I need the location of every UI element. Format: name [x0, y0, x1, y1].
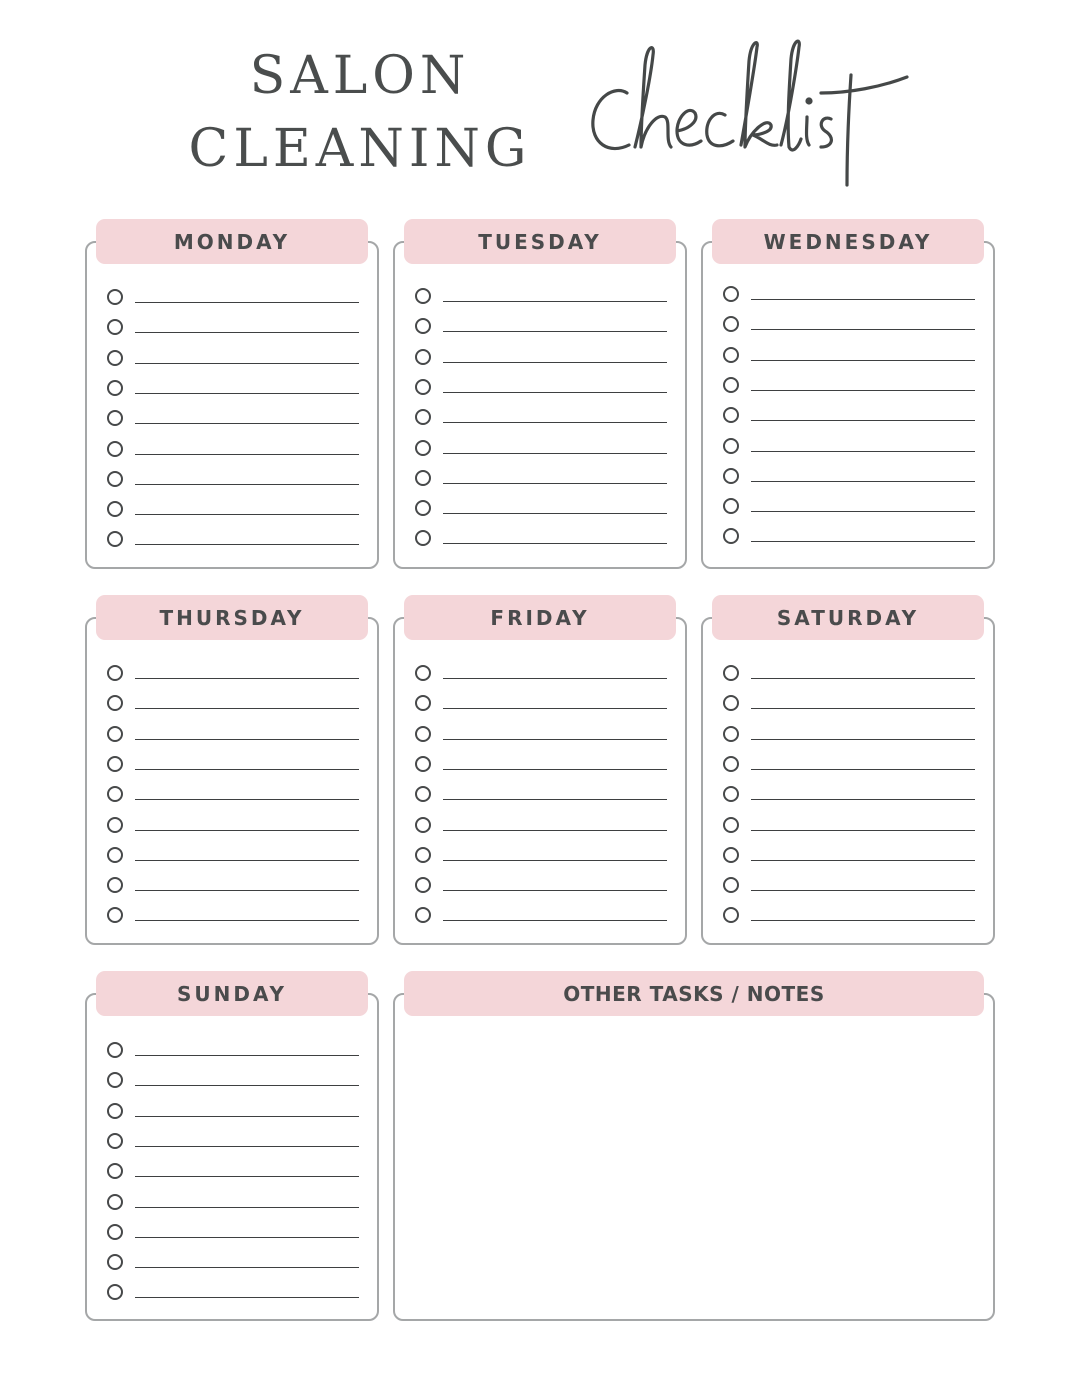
- checkbox-circle-icon[interactable]: [107, 1133, 123, 1149]
- checkbox-circle-icon[interactable]: [107, 441, 123, 457]
- checkbox-circle-icon[interactable]: [415, 665, 431, 681]
- write-in-line[interactable]: [443, 830, 667, 831]
- task-row[interactable]: [107, 1284, 359, 1314]
- task-row[interactable]: [415, 907, 667, 937]
- write-in-line[interactable]: [751, 769, 975, 770]
- write-in-line[interactable]: [135, 1055, 359, 1056]
- task-row[interactable]: [415, 288, 667, 318]
- checkbox-circle-icon[interactable]: [107, 877, 123, 893]
- write-in-line[interactable]: [751, 511, 975, 512]
- task-row[interactable]: [107, 695, 359, 725]
- checkbox-circle-icon[interactable]: [107, 786, 123, 802]
- task-row[interactable]: [723, 347, 975, 377]
- task-row[interactable]: [107, 501, 359, 531]
- checkbox-circle-icon[interactable]: [723, 756, 739, 772]
- checkbox-circle-icon[interactable]: [415, 877, 431, 893]
- task-row[interactable]: [415, 695, 667, 725]
- task-row[interactable]: [723, 695, 975, 725]
- checkbox-circle-icon[interactable]: [107, 501, 123, 517]
- checkbox-circle-icon[interactable]: [415, 847, 431, 863]
- task-row[interactable]: [107, 1042, 359, 1072]
- task-row[interactable]: [107, 1072, 359, 1102]
- task-row[interactable]: [107, 786, 359, 816]
- checkbox-circle-icon[interactable]: [723, 316, 739, 332]
- task-row[interactable]: [107, 1103, 359, 1133]
- checkbox-circle-icon[interactable]: [107, 1254, 123, 1270]
- checkbox-circle-icon[interactable]: [415, 349, 431, 365]
- checkbox-circle-icon[interactable]: [415, 500, 431, 516]
- write-in-line[interactable]: [135, 769, 359, 770]
- write-in-line[interactable]: [135, 454, 359, 455]
- day-card-saturday: [701, 595, 995, 945]
- task-row[interactable]: [723, 726, 975, 756]
- write-in-line[interactable]: [751, 890, 975, 891]
- write-in-line[interactable]: [443, 708, 667, 709]
- day-card-sunday: [85, 971, 379, 1321]
- write-in-line[interactable]: [751, 799, 975, 800]
- checkbox-circle-icon[interactable]: [107, 726, 123, 742]
- write-in-line[interactable]: [443, 920, 667, 921]
- checkbox-circle-icon[interactable]: [723, 468, 739, 484]
- day-header-tuesday: TUESDAY: [404, 219, 676, 264]
- task-row[interactable]: [415, 665, 667, 695]
- write-in-line[interactable]: [135, 1207, 359, 1208]
- task-row[interactable]: [723, 665, 975, 695]
- checkbox-circle-icon[interactable]: [723, 907, 739, 923]
- page-title: [180, 40, 540, 186]
- checkbox-circle-icon[interactable]: [107, 350, 123, 366]
- task-row[interactable]: [723, 528, 975, 558]
- checkbox-circle-icon[interactable]: [415, 379, 431, 395]
- checkbox-circle-icon[interactable]: [415, 756, 431, 772]
- checklist-script-lettering: [585, 35, 910, 195]
- write-in-line[interactable]: [135, 1116, 359, 1117]
- write-in-line[interactable]: [135, 302, 359, 303]
- checkbox-circle-icon[interactable]: [107, 907, 123, 923]
- checkbox-circle-icon[interactable]: [415, 726, 431, 742]
- task-row[interactable]: [415, 470, 667, 500]
- checkbox-circle-icon[interactable]: [107, 380, 123, 396]
- title-line-salon: SALON: [249, 46, 471, 106]
- notes-card: [393, 971, 995, 1321]
- task-row[interactable]: [107, 726, 359, 756]
- task-row[interactable]: [107, 817, 359, 847]
- checkbox-circle-icon[interactable]: [415, 530, 431, 546]
- day-card-wednesday: [701, 219, 995, 569]
- task-row[interactable]: [107, 350, 359, 380]
- task-row[interactable]: [723, 498, 975, 528]
- task-row[interactable]: [723, 407, 975, 437]
- write-in-line[interactable]: [443, 678, 667, 679]
- checkbox-circle-icon[interactable]: [107, 1072, 123, 1088]
- task-row[interactable]: [107, 380, 359, 410]
- task-row[interactable]: [415, 500, 667, 530]
- task-row[interactable]: [107, 847, 359, 877]
- write-in-line[interactable]: [135, 1237, 359, 1238]
- checkbox-circle-icon[interactable]: [415, 318, 431, 334]
- checklist-script-title: [585, 35, 910, 195]
- task-row[interactable]: [415, 440, 667, 470]
- write-in-line[interactable]: [135, 1267, 359, 1268]
- write-in-line[interactable]: [443, 483, 667, 484]
- checkbox-circle-icon[interactable]: [107, 817, 123, 833]
- write-in-line[interactable]: [135, 739, 359, 740]
- task-row[interactable]: [415, 409, 667, 439]
- checkbox-circle-icon[interactable]: [107, 695, 123, 711]
- checkbox-circle-icon[interactable]: [107, 289, 123, 305]
- checkbox-circle-icon[interactable]: [723, 528, 739, 544]
- checkbox-circle-icon[interactable]: [107, 410, 123, 426]
- write-in-line[interactable]: [751, 390, 975, 391]
- write-in-line[interactable]: [751, 920, 975, 921]
- write-in-line[interactable]: [443, 543, 667, 544]
- day-header-sunday: SUNDAY: [96, 971, 368, 1016]
- write-in-line[interactable]: [135, 799, 359, 800]
- write-in-line[interactable]: [135, 423, 359, 424]
- checkbox-circle-icon[interactable]: [723, 407, 739, 423]
- write-in-line[interactable]: [443, 331, 667, 332]
- checkbox-circle-icon[interactable]: [723, 286, 739, 302]
- task-row[interactable]: [107, 1224, 359, 1254]
- write-in-line[interactable]: [443, 392, 667, 393]
- task-row[interactable]: [107, 877, 359, 907]
- day-header-thursday: THURSDAY: [96, 595, 368, 640]
- write-in-line[interactable]: [135, 1146, 359, 1147]
- write-in-line[interactable]: [443, 301, 667, 302]
- day-card-thursday: [85, 595, 379, 945]
- checkbox-circle-icon[interactable]: [723, 498, 739, 514]
- write-in-line[interactable]: [135, 544, 359, 545]
- task-row[interactable]: [415, 847, 667, 877]
- checkbox-circle-icon[interactable]: [723, 347, 739, 363]
- checkbox-circle-icon[interactable]: [415, 695, 431, 711]
- day-header-wednesday: WEDNESDAY: [712, 219, 984, 264]
- write-in-line[interactable]: [751, 481, 975, 482]
- write-in-line[interactable]: [135, 484, 359, 485]
- write-in-line[interactable]: [443, 453, 667, 454]
- write-in-line[interactable]: [751, 299, 975, 300]
- write-in-line[interactable]: [135, 678, 359, 679]
- task-row[interactable]: [723, 286, 975, 316]
- task-row[interactable]: [415, 318, 667, 348]
- checkbox-circle-icon[interactable]: [415, 440, 431, 456]
- write-in-line[interactable]: [135, 514, 359, 515]
- write-in-line[interactable]: [751, 420, 975, 421]
- checkbox-circle-icon[interactable]: [723, 847, 739, 863]
- checkbox-circle-icon[interactable]: [723, 377, 739, 393]
- write-in-line[interactable]: [443, 890, 667, 891]
- write-in-line[interactable]: [751, 541, 975, 542]
- checkbox-circle-icon[interactable]: [107, 471, 123, 487]
- task-row[interactable]: [415, 756, 667, 786]
- day-card-monday: [85, 219, 379, 569]
- day-header-monday: MONDAY: [96, 219, 368, 264]
- task-row[interactable]: [107, 531, 359, 561]
- day-card-tuesday: [393, 219, 687, 569]
- task-row[interactable]: [723, 438, 975, 468]
- checkbox-circle-icon[interactable]: [723, 877, 739, 893]
- task-row[interactable]: [107, 1254, 359, 1284]
- checkbox-circle-icon[interactable]: [723, 786, 739, 802]
- write-in-line[interactable]: [443, 739, 667, 740]
- task-row[interactable]: [723, 817, 975, 847]
- write-in-line[interactable]: [751, 678, 975, 679]
- checkbox-circle-icon[interactable]: [723, 817, 739, 833]
- write-in-line[interactable]: [751, 451, 975, 452]
- task-row[interactable]: [415, 786, 667, 816]
- write-in-line[interactable]: [135, 890, 359, 891]
- write-in-line[interactable]: [751, 708, 975, 709]
- write-in-line[interactable]: [135, 860, 359, 861]
- write-in-line[interactable]: [135, 332, 359, 333]
- checkbox-circle-icon[interactable]: [415, 907, 431, 923]
- checkbox-circle-icon[interactable]: [107, 1194, 123, 1210]
- checkbox-circle-icon[interactable]: [723, 695, 739, 711]
- task-row[interactable]: [723, 847, 975, 877]
- write-in-line[interactable]: [135, 920, 359, 921]
- task-row[interactable]: [723, 377, 975, 407]
- task-row[interactable]: [415, 379, 667, 409]
- notes-header: OTHER TASKS / NOTES: [404, 971, 984, 1016]
- task-row[interactable]: [723, 786, 975, 816]
- task-row[interactable]: [107, 319, 359, 349]
- task-row[interactable]: [723, 907, 975, 937]
- task-row[interactable]: [107, 441, 359, 471]
- checkbox-circle-icon[interactable]: [107, 1103, 123, 1119]
- write-in-line[interactable]: [443, 769, 667, 770]
- write-in-line[interactable]: [751, 329, 975, 330]
- notes-area[interactable]: [405, 1026, 983, 1309]
- checkbox-circle-icon[interactable]: [723, 726, 739, 742]
- task-row[interactable]: [723, 316, 975, 346]
- task-row[interactable]: [107, 289, 359, 319]
- write-in-line[interactable]: [443, 799, 667, 800]
- write-in-line[interactable]: [751, 830, 975, 831]
- checkbox-circle-icon[interactable]: [107, 1042, 123, 1058]
- checkbox-circle-icon[interactable]: [107, 1224, 123, 1240]
- checkbox-circle-icon[interactable]: [107, 531, 123, 547]
- checkbox-circle-icon[interactable]: [107, 847, 123, 863]
- day-header-saturday: SATURDAY: [712, 595, 984, 640]
- task-row[interactable]: [107, 1163, 359, 1193]
- write-in-line[interactable]: [751, 860, 975, 861]
- write-in-line[interactable]: [135, 1085, 359, 1086]
- task-row[interactable]: [723, 877, 975, 907]
- checkbox-circle-icon[interactable]: [107, 665, 123, 681]
- write-in-line[interactable]: [135, 830, 359, 831]
- checkbox-circle-icon[interactable]: [107, 319, 123, 335]
- write-in-line[interactable]: [135, 708, 359, 709]
- task-row[interactable]: [415, 817, 667, 847]
- write-in-line[interactable]: [443, 513, 667, 514]
- title-line-cleaning: CLEANING: [188, 119, 532, 179]
- write-in-line[interactable]: [751, 360, 975, 361]
- day-header-friday: FRIDAY: [404, 595, 676, 640]
- task-row[interactable]: [415, 726, 667, 756]
- task-row[interactable]: [107, 1133, 359, 1163]
- checkbox-circle-icon[interactable]: [415, 470, 431, 486]
- write-in-line[interactable]: [443, 362, 667, 363]
- task-row[interactable]: [107, 665, 359, 695]
- write-in-line[interactable]: [135, 393, 359, 394]
- task-row[interactable]: [107, 907, 359, 937]
- task-row[interactable]: [107, 410, 359, 440]
- checkbox-circle-icon[interactable]: [415, 288, 431, 304]
- checkbox-circle-icon[interactable]: [415, 786, 431, 802]
- task-row[interactable]: [107, 471, 359, 501]
- task-row[interactable]: [415, 877, 667, 907]
- task-row[interactable]: [723, 468, 975, 498]
- day-card-friday: [393, 595, 687, 945]
- task-row[interactable]: [415, 530, 667, 560]
- checkbox-circle-icon[interactable]: [107, 1163, 123, 1179]
- checkbox-circle-icon[interactable]: [107, 756, 123, 772]
- checkbox-circle-icon[interactable]: [107, 1284, 123, 1300]
- write-in-line[interactable]: [443, 422, 667, 423]
- write-in-line[interactable]: [443, 860, 667, 861]
- checkbox-circle-icon[interactable]: [415, 409, 431, 425]
- checkbox-circle-icon[interactable]: [723, 438, 739, 454]
- checkbox-circle-icon[interactable]: [723, 665, 739, 681]
- write-in-line[interactable]: [135, 1176, 359, 1177]
- checkbox-circle-icon[interactable]: [415, 817, 431, 833]
- write-in-line[interactable]: [135, 363, 359, 364]
- task-row[interactable]: [415, 349, 667, 379]
- write-in-line[interactable]: [135, 1297, 359, 1298]
- task-row[interactable]: [107, 756, 359, 786]
- task-row[interactable]: [107, 1194, 359, 1224]
- task-row[interactable]: [723, 756, 975, 786]
- write-in-line[interactable]: [751, 739, 975, 740]
